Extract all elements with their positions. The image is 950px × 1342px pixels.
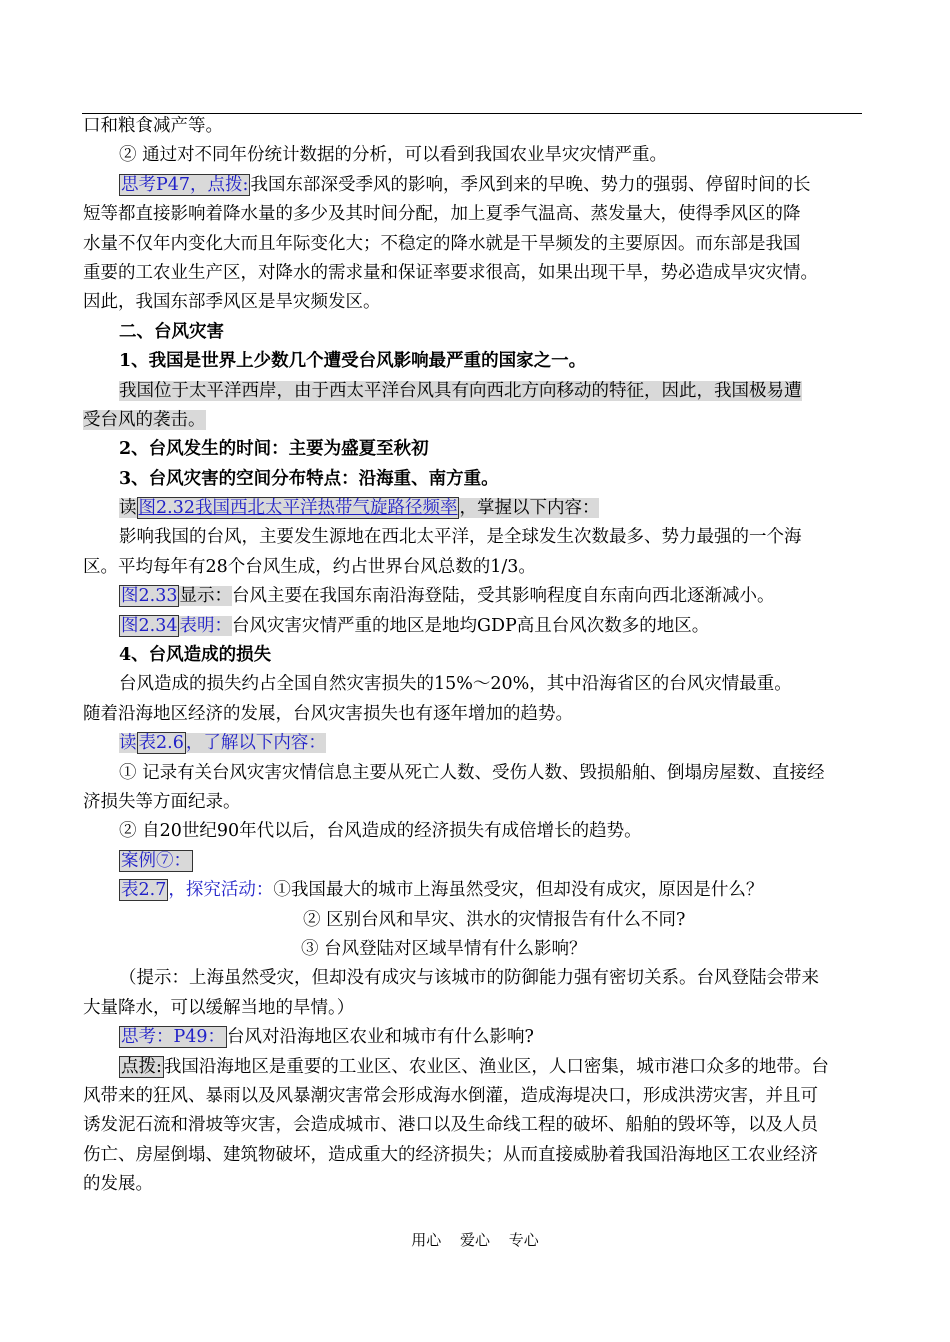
read-table-line [83,729,863,758]
text-line: 的发展。 [83,1174,153,1195]
subheading: 3、台风灾害的空间分布特点：沿海重、南方重。 [119,468,499,489]
activity-line [83,876,863,905]
text-span: 台风灾害灾情严重的地区是地均GDP高且台风次数多的地区。 [231,615,710,636]
text-line: 大量降水，可以缓解当地的旱情。） [83,997,355,1018]
text-line: 伤亡、房屋倒塌、建筑物破坏，造成重大的经济损失；从而直接威胁着我国沿海地区工农业经济 [83,1144,818,1165]
text-line: 诱发泥石流和滑坡等灾害，会造成城市、港口以及生命线工程的破坏、船舶的毁坏等，以及人员 [83,1115,818,1136]
think-line [83,1023,863,1052]
text-span: 受台风的袭击。 [83,409,206,430]
hint-tag: 点拨: [121,1056,162,1077]
text-span: 我国沿海地区是重要的工业区、农业区、渔业区，人口密集，城市港口众多的地带。台 [163,1056,829,1077]
text-span: 表明： [179,615,232,636]
text-line: 重要的工农业生产区，对降水的需求量和保证率要求很高，如果出现干旱，势必造成旱灾灾情。 [83,262,818,283]
think-tag: 思考P47，点拨: [121,174,249,195]
highlight-paragraph [83,406,863,435]
highlight-paragraph [83,377,863,406]
read-figure-line [83,494,863,523]
text-span: 读 [119,498,137,519]
text-span: ①我国最大的城市上海虽然受灾，但却没有成灾，原因是什么？ [273,880,764,901]
text-line: 随着沿海地区经济的发展，台风灾害损失也有逐年增加的趋势。 [83,703,573,724]
think-tag: 思考：P49： [121,1027,226,1048]
subheading: 4、台风造成的损失 [119,645,272,666]
footer-text: 爱心 [459,1231,490,1249]
section-heading: 二、台风灾害 [119,321,224,342]
text-line: ② 自20世纪90年代以后，台风造成的经济损失有成倍增长的趋势。 [119,821,642,842]
text-line: 短等都直接影响着降水量的多少及其时间分配，加上夏季气温高、蒸发量大，使得季风区的降 [83,204,801,225]
text-span: 显示： [179,586,232,607]
footer-text: 专心 [508,1231,539,1249]
subheading: 1、我国是世界上少数几个遭受台风影响最严重的国家之一。 [119,351,587,372]
table-tag[interactable]: 表2.7 [121,880,167,901]
page-footer [0,1228,950,1252]
text-line: ② 通过对不同年份统计数据的分析，可以看到我国农业旱灾灾情严重。 [119,145,668,166]
subheading: 2、台风发生的时间：主要为盛夏至秋初 [119,439,429,460]
text-line: ② 区别台风和旱灾、洪水的灾情报告有什么不同? [303,909,686,930]
text-line: 因此，我国东部季风区是旱灾频发区。 [83,292,381,313]
text-line: 区。平均每年有28个台风生成，约占世界台风总数的1/3。 [83,556,536,577]
text-line: ③ 台风登陆对区域旱情有什么影响？ [301,938,587,959]
footer-text: 用心 [411,1231,442,1249]
text-line: 口和粮食减产等。 [83,116,223,136]
figure-tag[interactable]: 图2.33 [121,586,178,607]
text-span: ，掌握以下内容： [459,498,600,519]
figure-note [83,582,863,611]
text-line: 风带来的狂风、暴雨以及风暴潮灾害常会形成海水倒灌，造成海堤决口，形成洪涝灾害，并且可 [83,1085,818,1106]
text-line: 影响我国的台风，主要发生源地在西北太平洋，是全球发生次数最多、势力最强的一个海 [119,527,802,548]
text-line: ① 记录有关台风灾害灾情信息主要从死亡人数、受伤人数、毁损船舶、倒塌房屋数、直接经 [119,762,825,783]
text-line: 水量不仅年内变化大而且年际变化大；不稳定的降水就是干旱频发的主要原因。而东部是我国 [83,233,801,254]
text-line: 台风造成的损失约占全国自然灾害损失的15%～20%，其中沿海省区的台风灾情最重。 [119,674,792,695]
figure-note [83,612,863,641]
text-line: 济损失等方面纪录。 [83,791,241,812]
document-body [83,112,863,1199]
hint-paragraph [83,1053,863,1082]
text-span: 台风对沿海地区农业和城市有什么影响? [227,1027,534,1048]
table-tag[interactable]: 表2.6 [138,733,184,754]
text-line: （提示：上海虽然受灾，但却没有成灾与该城市的防御能力强有密切关系。台风登陆会带来 [119,968,819,989]
case-line [83,847,863,876]
text-span: ，了解以下内容： [185,733,326,754]
text-span: 我国位于太平洋西岸，由于西太平洋台风具有向西北方向移动的特征，因此，我国极易遭 [119,380,802,401]
figure-tag[interactable]: 图2.34 [121,615,178,636]
text-span: 我国东部深受季风的影响，季风到来的早晚、势力的强弱、停留时间的长 [250,174,811,195]
think-paragraph [83,171,863,200]
figure-link[interactable]: 图2.32我国西北太平洋热带气旋路径频率 [138,498,458,519]
text-span: 台风主要在我国东南沿海登陆，受其影响程度自东南向西北逐渐减小。 [231,586,775,607]
text-span: 读 [119,733,137,754]
text-span: ，探究活动： [168,880,274,901]
case-tag: 案例⑦： [121,850,191,871]
